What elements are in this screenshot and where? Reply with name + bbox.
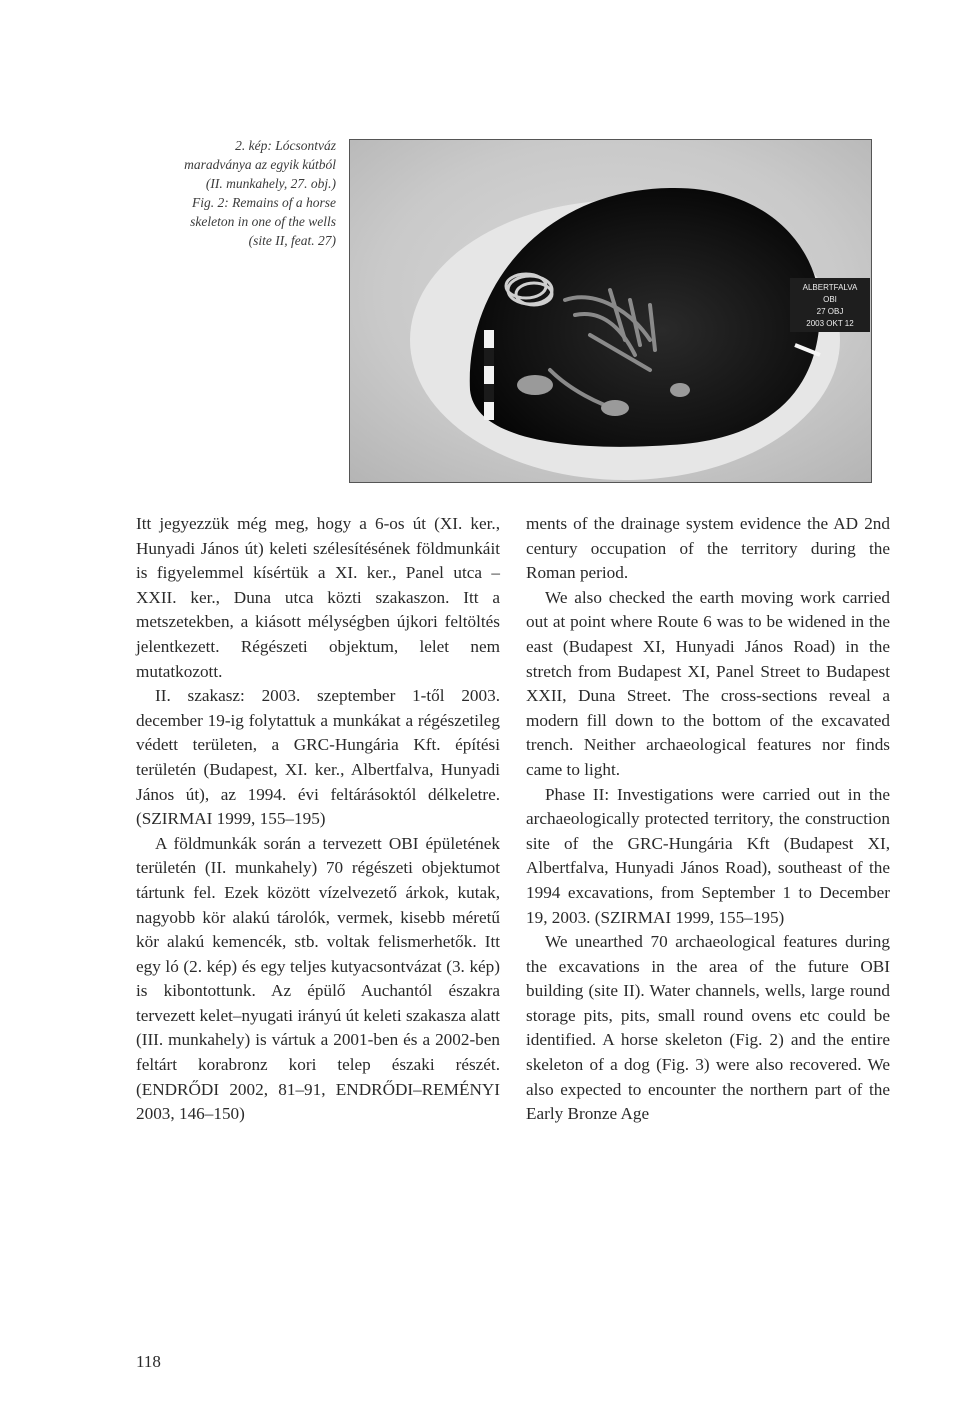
caption-hu-line-1: 2. kép: Lócsontváz (235, 138, 336, 153)
label-line-2: OBI (823, 295, 837, 304)
measuring-pole-icon (484, 330, 494, 420)
label-line-4: 2003 OKT 12 (806, 319, 854, 328)
en-paragraph-4: We unearthed 70 archaeological features during the excavations in the area of the future OBI building (site II). Water channels, wells, large round storage pits, pits, small round ovens etc could be identified. A horse skeleton (Fig. 2) and the entire skeleton of a dog (Fig. 3) were also recovered. We also expected to encounter the northern part of the Early Bronze Age (526, 932, 890, 1124)
caption-en-line-3: (site II, feat. 27) (248, 233, 336, 248)
figure-caption (150, 136, 336, 250)
hu-paragraph-3: A földmunkák során a tervezett OBI épületének területén (II. munkahely) 70 régészeti objektumot tártunk fel. Ezek között vízelvezető árkok, kutak, nagyobb kör alakú tárolók, vermek, kisebb méretű kör alakú kemencék, stb. voltak felismerhetők. Itt egy ló (2. kép) és egy teljes kutyacsontvázat (3. kép) is kibontottunk. Az épülő Auchantól északra tervezett kelet–nyugati irányú út keleti szakasza alatt (III. munkahely) is vártuk a 2001-ben és a 2002-ben feltárt korabronz kori telep északi részét. (ENDRŐDI 2002, 81–91, ENDRŐDI–REMÉNYI 2003, 146–150) (136, 833, 500, 1124)
en-paragraph-3: Phase II: Investigations were carried out in the archaeologically protected territory, the construction site of the GRC-Hungária Kft (Budapest XI, Albertfalva, Hunyadi János Road), southeast of the 1994 excavations, from September 1 to December 19, 2003. (SZIRMAI 1999, 155–195) (526, 784, 890, 927)
en-paragraph-1: ments of the drainage system evidence the AD 2nd century occupation of the territory during the Roman period. (526, 514, 890, 583)
caption-hu-line-3: (II. munkahely, 27. obj.) (205, 176, 336, 191)
label-line-1: ALBERTFALVA (802, 283, 858, 292)
label-line-3: 27 OBJ (816, 307, 844, 316)
page-number: 118 (136, 1352, 161, 1371)
hu-paragraph-2: II. szakasz: 2003. szeptember 1-től 2003. december 19-ig folytattuk a munkákat a régészetileg védett területen, a GRC-Hungária Kft. építési területén (Budapest, XI. ker., Albertfalva, Hunyadi János út), az 1994. évi feltárásoktól délkeletre. (SZIRMAI 1999, 155–195) (136, 686, 500, 829)
caption-hu-line-2: maradványa az egyik kútból (184, 157, 336, 172)
en-paragraph-2: We also checked the earth moving work carried out at point where Route 6 was to be widened in the east (Budapest XI, Hunyadi János Road) in the stretch from Budapest XI, Panel Street to Budapest XXII, Duna Street. The cross-sections reveal a modern fill down to the bottom of the excavated trench. Neither archaeological features nor finds came to light. (526, 587, 890, 779)
caption-en-line-2: skeleton in one of the wells (190, 214, 336, 229)
hu-paragraph-1: Itt jegyezzük még meg, hogy a 6-os út (XI. ker., Hunyadi János út) keleti szélesítésének földmunkáit is figyelemmel kísértük a XI. ker., Panel utca – XXII. ker., Duna utca közti szakaszon. Itt a metszetekben, a kiásott mélységben újkori feltöltés jelentkezett. Régészeti objektum, lelet nem mutatkozott. (136, 514, 500, 681)
caption-en-line-1: Fig. 2: Remains of a horse (192, 195, 336, 210)
site-label-board (790, 278, 870, 332)
excavation-photo (349, 139, 872, 483)
english-text-column (526, 512, 890, 1127)
hungarian-text-column (136, 512, 500, 1127)
